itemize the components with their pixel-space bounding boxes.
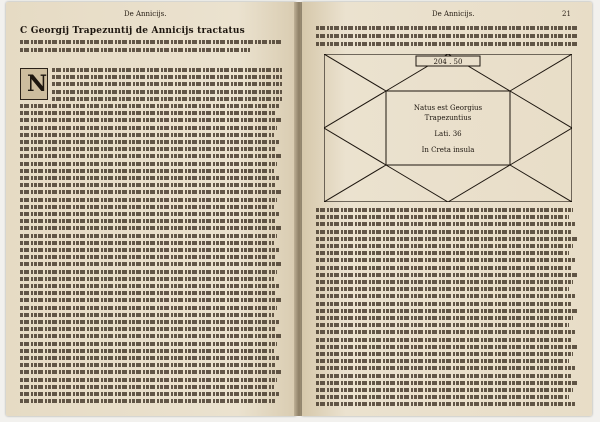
page-number: 21 [562, 10, 571, 18]
text-line [316, 381, 577, 385]
text-line [52, 82, 282, 86]
text-line [20, 147, 275, 151]
text-line [316, 316, 573, 320]
text-line [20, 169, 274, 173]
text-line [316, 222, 575, 226]
text-line [20, 198, 277, 202]
text-line [316, 359, 569, 363]
text-line [20, 392, 279, 396]
text-line [316, 251, 569, 255]
text-line [316, 42, 578, 46]
text-line [20, 40, 282, 44]
text-line [20, 385, 274, 389]
text-line [316, 352, 573, 356]
text-line [316, 258, 575, 262]
text-line [52, 75, 282, 79]
text-line [20, 226, 281, 230]
text-line [20, 219, 275, 223]
horoscope-chart [324, 54, 572, 202]
text-line [20, 342, 277, 346]
text-line [20, 378, 277, 382]
text-line [20, 370, 281, 374]
right-running-head: De Annicijs. [432, 10, 475, 18]
text-line [316, 302, 571, 306]
text-line [20, 334, 281, 338]
text-line [20, 190, 281, 194]
text-line [20, 262, 281, 266]
text-line [20, 111, 275, 115]
text-line [316, 237, 577, 241]
text-line [20, 176, 279, 180]
text-line [316, 280, 573, 284]
text-line [316, 208, 573, 212]
text-line [20, 313, 274, 317]
right-page [302, 2, 592, 416]
text-line [52, 90, 282, 94]
text-line [20, 399, 275, 403]
text-line [316, 395, 569, 399]
text-line [316, 338, 571, 342]
text-line [52, 68, 282, 72]
text-line [20, 183, 275, 187]
text-line [316, 388, 573, 392]
text-line [20, 104, 279, 108]
text-line [20, 48, 250, 52]
text-line [20, 363, 275, 367]
text-line [316, 366, 575, 370]
text-line [20, 118, 281, 122]
text-line [316, 294, 575, 298]
text-line [20, 320, 279, 324]
text-line [20, 248, 279, 252]
text-line [20, 349, 274, 353]
text-line [20, 234, 277, 238]
degree-box-text: 204 . 50 [433, 58, 463, 66]
open-book [6, 2, 594, 420]
text-line [316, 273, 577, 277]
text-line [20, 306, 277, 310]
text-line [316, 323, 569, 327]
text-line [20, 126, 277, 130]
left-page [6, 2, 296, 416]
text-line [316, 26, 578, 30]
text-line [316, 266, 571, 270]
text-line [20, 291, 275, 295]
chart-center-line2: Trapezuntius [424, 114, 472, 122]
text-line [316, 402, 575, 406]
text-line [316, 309, 577, 313]
text-line [316, 374, 571, 378]
text-line [20, 270, 277, 274]
text-line [20, 162, 277, 166]
left-running-head: De Annicijs. [124, 10, 167, 18]
text-line [20, 133, 274, 137]
text-line [20, 298, 281, 302]
text-line [20, 205, 274, 209]
text-line [316, 345, 577, 349]
chart-center-line1: Natus est Georgius [413, 104, 483, 112]
text-line [20, 154, 281, 158]
text-line [20, 327, 275, 331]
chart-center-line4: In Creta insula [421, 146, 475, 154]
text-line [20, 212, 279, 216]
text-line [20, 255, 275, 259]
left-heading: C Georgij Trapezuntij de Annicijs tractatus [20, 26, 245, 36]
chart-center-line3: Lati. 36 [434, 130, 462, 138]
text-line [20, 356, 279, 360]
text-line [316, 330, 575, 334]
text-line [52, 97, 282, 101]
text-line [316, 215, 569, 219]
text-line [316, 287, 569, 291]
text-line [316, 244, 573, 248]
text-line [20, 241, 274, 245]
text-line [316, 34, 578, 38]
text-line [20, 284, 279, 288]
text-line [20, 140, 279, 144]
text-line [316, 230, 571, 234]
drop-cap-initial: N [20, 68, 48, 100]
text-line [20, 277, 274, 281]
